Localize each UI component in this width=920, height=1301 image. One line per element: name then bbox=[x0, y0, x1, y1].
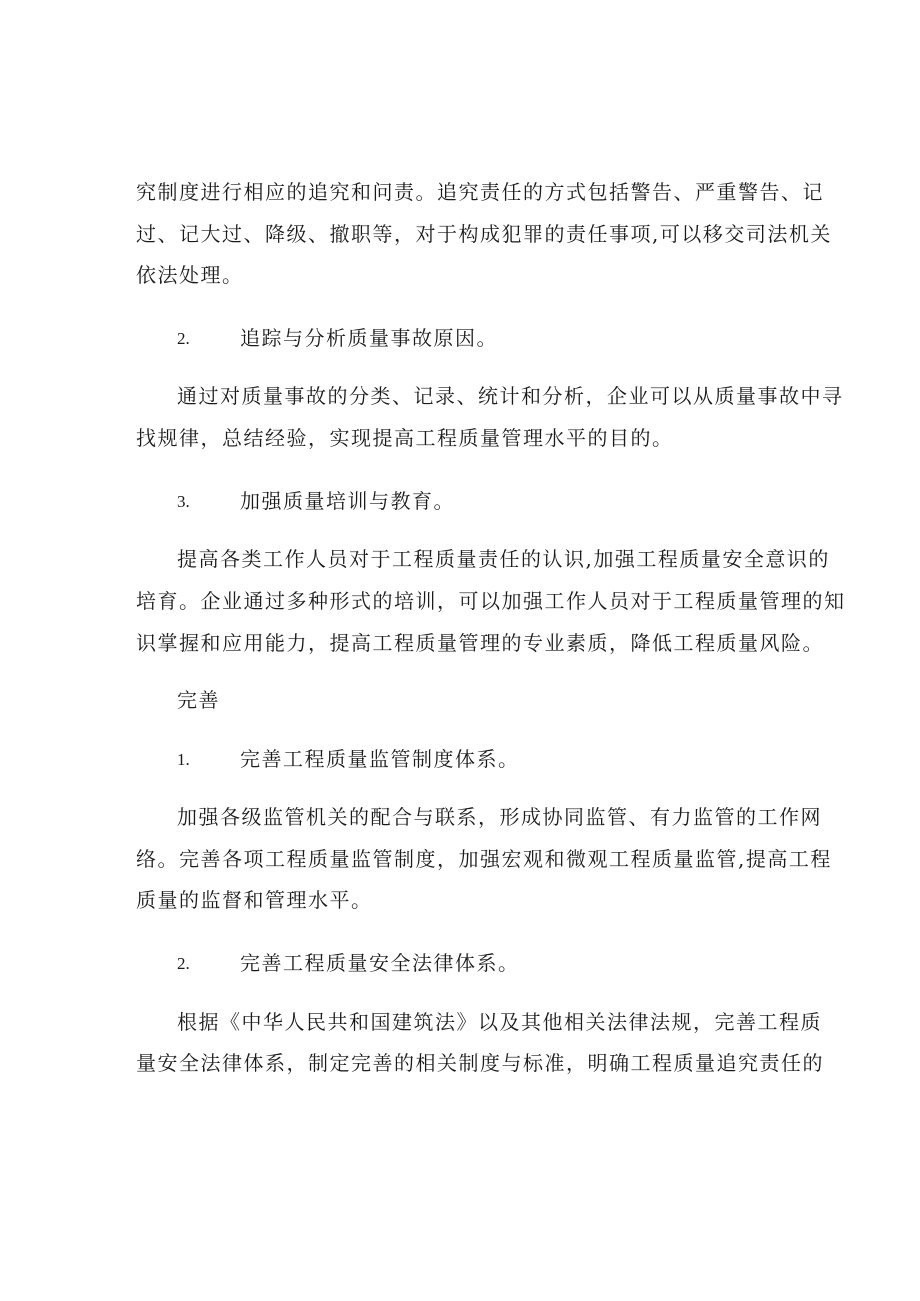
paragraph-1-line-3: 依法处理。 bbox=[136, 263, 244, 287]
heading-4-number: 1. bbox=[177, 750, 190, 769]
heading-5-number: 2. bbox=[177, 954, 190, 973]
heading-3-number: 3. bbox=[177, 492, 190, 511]
heading-2-text: 追踪与分析质量事故原因。 bbox=[240, 326, 498, 350]
heading-2-number: 2. bbox=[177, 329, 190, 348]
paragraph-5-line-1: 根据《中华人民共和国建筑法》以及其他相关法律法规，完善工程质 bbox=[177, 1010, 822, 1034]
paragraph-3-line-2: 培育。企业通过多种形式的培训，可以加强工作人员对于工程质量管理的知 bbox=[136, 589, 846, 613]
paragraph-1-line-1: 究制度进行相应的追究和问责。追究责任的方式包括警告、严重警告、记 bbox=[136, 180, 824, 204]
paragraph-4-line-1: 加强各级监管机关的配合与联系，形成协同监管、有力监管的工作网 bbox=[177, 805, 822, 829]
paragraph-1-line-2: 过、记大过、降级、撤职等，对于构成犯罪的责任事项,可以移交司法机关 bbox=[136, 222, 832, 246]
paragraph-4-line-3: 质量的监督和管理水平。 bbox=[136, 888, 373, 912]
section-title: 完善 bbox=[177, 688, 220, 712]
heading-5-text: 完善工程质量安全法律体系。 bbox=[240, 951, 520, 975]
heading-4-text: 完善工程质量监管制度体系。 bbox=[240, 747, 520, 771]
paragraph-5-line-2: 量安全法律体系，制定完善的相关制度与标准，明确工程质量追究责任的 bbox=[136, 1051, 824, 1075]
heading-3-text: 加强质量培训与教育。 bbox=[240, 489, 455, 513]
paragraph-4-line-2: 络。完善各项工程质量监管制度，加强宏观和微观工程质量监管,提高工程 bbox=[136, 847, 832, 871]
paragraph-2-line-1: 通过对质量事故的分类、记录、统计和分析，企业可以从质量事故中寻 bbox=[177, 384, 844, 408]
paragraph-3-line-1: 提高各类工作人员对于工程质量责任的认识,加强工程质量安全意识的 bbox=[177, 547, 830, 571]
paragraph-2-line-2: 找规律，总结经验，实现提高工程质量管理水平的目的。 bbox=[136, 426, 674, 450]
paragraph-3-line-3: 识掌握和应用能力，提高工程质量管理的专业素质，降低工程质量风险。 bbox=[136, 631, 824, 655]
